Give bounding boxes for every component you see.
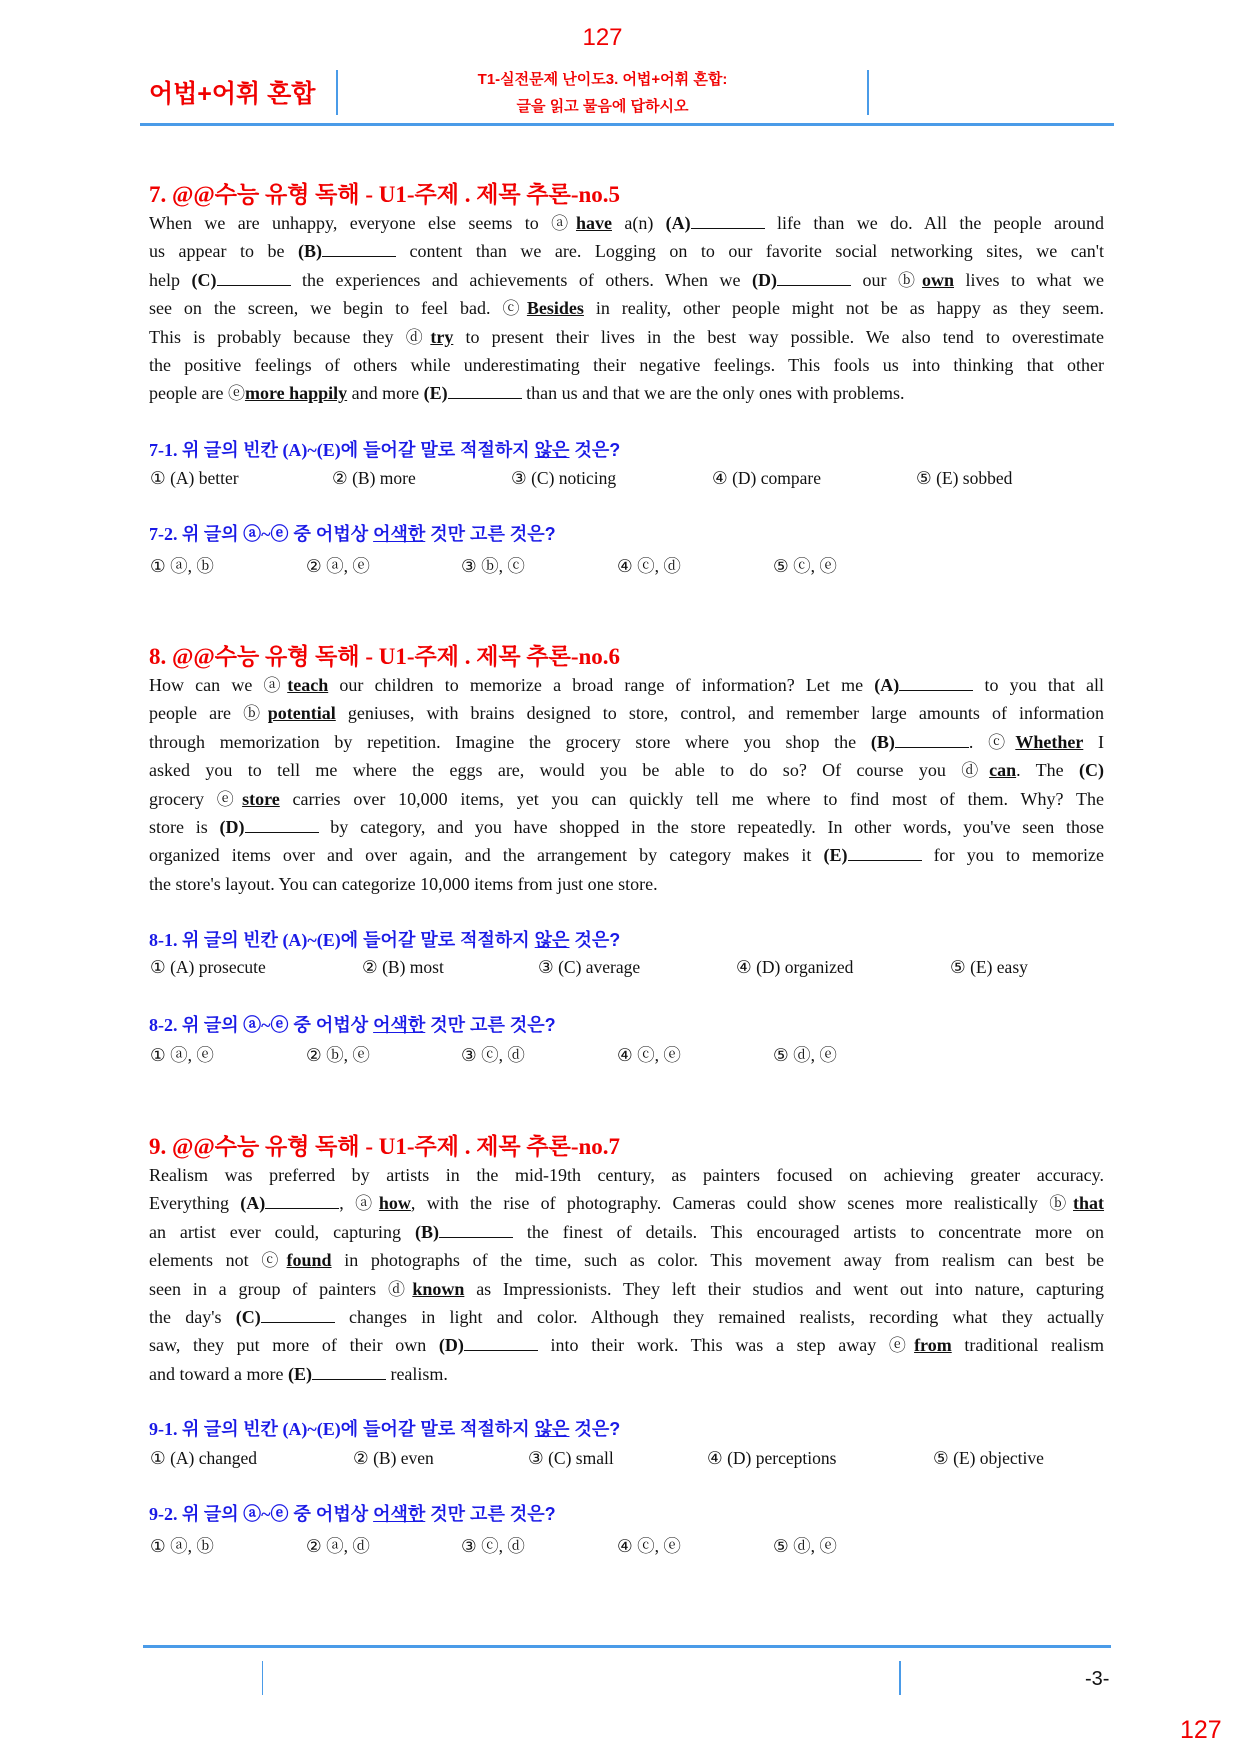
passage-line: [149, 266, 1104, 294]
passage-text: How can we: [149, 675, 264, 695]
passage-text: people are: [149, 703, 244, 724]
passage-line: [149, 728, 1104, 756]
circled-letter-marker: ⓑ: [243, 704, 268, 724]
header-category: 어법+어휘 혼합: [149, 80, 316, 108]
passage-text: This is probably because they: [149, 326, 406, 347]
answer-option-3[interactable]: ③ (C) small: [528, 1448, 614, 1468]
passage-text: changes in light and color. Although they remained realists, recording what they actually: [334, 1306, 1105, 1327]
circled-letter-marker: ⓔ: [216, 789, 243, 809]
question-text: 에 들어갈 말로 적절하지: [340, 1419, 535, 1439]
header-page-number: 127: [582, 24, 623, 51]
passage-line: [149, 1331, 1104, 1359]
answer-blank: [322, 240, 396, 257]
passage-text: a(n): [611, 213, 666, 233]
passage-text: into their work. This was a step away: [537, 1335, 889, 1356]
passage-text: When we are unhappy, everyone else seems to: [149, 213, 552, 233]
question-text: 중 어법상: [288, 1015, 374, 1035]
passage-text: geniuses, with brains designed to store, control, and remember large amounts of information: [335, 703, 1105, 724]
passage-line: [149, 1218, 1104, 1246]
answer-option-3[interactable]: ③ (C) noticing: [511, 468, 617, 488]
passage-text: us appear to be: [149, 241, 298, 262]
passage-text: , with the rise of photography. Cameras could show scenes more realistically: [410, 1193, 1050, 1214]
circled-letter-marker: ⓐ: [263, 676, 288, 695]
answer-option-5[interactable]: ⑤ ⓓ, ⓔ: [773, 1536, 837, 1556]
passage-line: [149, 1246, 1104, 1274]
blank-label: (A): [874, 675, 900, 695]
passage-text: elements not: [149, 1250, 262, 1271]
blank-label: (B): [414, 1221, 439, 1242]
answer-blank: [439, 1221, 513, 1238]
passage-line: [149, 1189, 1104, 1217]
answer-blank: [312, 1363, 386, 1380]
passage-text: see on the screen, we begin to feel bad.: [149, 298, 503, 319]
question-emphasis: 않은: [534, 930, 570, 950]
passage-text: . The: [1016, 760, 1079, 781]
passage-text: ,: [339, 1193, 356, 1214]
passage: [149, 671, 1104, 898]
passage-text: by category, and you have shopped in the store repeatedly. In other words, you've seen those: [318, 816, 1104, 837]
header-divider-left: [336, 70, 338, 115]
underlined-target-word: from: [914, 1335, 952, 1356]
answer-option-1[interactable]: ① (A) prosecute: [150, 957, 266, 977]
footer-page-number: 127: [1180, 1716, 1222, 1744]
underlined-target-word: how: [378, 1193, 411, 1214]
question-emphasis: 않은: [534, 440, 570, 460]
section-title: 9. @@수능 유형 독해 - U1-주제 . 제목 추론-no.7: [149, 1134, 621, 1159]
question-range: (A)~(E): [282, 1419, 341, 1439]
underlined-target-word: have: [575, 213, 612, 233]
passage-text: than us and that we are the only ones with problems.: [521, 383, 905, 404]
answer-option-2[interactable]: ② ⓐ, ⓔ: [306, 556, 370, 576]
underlined-target-word: can: [989, 760, 1017, 781]
question-emphasis: 어색한: [373, 524, 426, 544]
question-emphasis: 어색한: [373, 1504, 426, 1524]
answer-option-4[interactable]: ④ (D) compare: [712, 468, 821, 488]
question-text-end: 것은?: [569, 440, 621, 460]
answer-option-2[interactable]: ② ⓐ, ⓓ: [306, 1536, 370, 1556]
question-range: (A)~(E): [282, 440, 341, 460]
passage-text: lives to what we: [954, 269, 1104, 290]
answer-blank: [217, 269, 291, 286]
header-subtitle-line2: 글을 읽고 물음에 답하시오: [516, 98, 689, 115]
underlined-target-word: more happily: [244, 383, 348, 404]
passage-text: our: [851, 269, 898, 290]
circled-letter-marker: ⓐ: [355, 1194, 379, 1214]
passage-text: traditional realism: [951, 1335, 1104, 1356]
passage-text: the day's: [149, 1306, 236, 1327]
passage-text: an artist ever could, capturing: [149, 1221, 415, 1242]
underlined-target-word: try: [430, 326, 454, 347]
underlined-target-word: found: [286, 1250, 332, 1271]
answer-option-4[interactable]: ④ ⓒ, ⓔ: [617, 1045, 681, 1065]
passage-text: help: [149, 269, 192, 290]
passage-text: the store's layout. You can categorize 10,000 items from just one store.: [149, 873, 658, 894]
passage-text: saw, they put more of their own: [149, 1335, 439, 1356]
blank-label: (C): [191, 269, 217, 290]
answer-option-3[interactable]: ③ (C) average: [538, 957, 641, 977]
question-emphasis: 어색한: [373, 1015, 426, 1035]
passage: [149, 209, 1104, 408]
passage-text: realism.: [385, 1363, 448, 1384]
question-range: ⓐ~ⓔ: [243, 1504, 289, 1524]
passage-line: [149, 870, 1104, 898]
passage-line: [149, 351, 1104, 379]
answer-option-2[interactable]: ② (B) more: [332, 468, 416, 488]
question-emphasis: 않은: [534, 1419, 570, 1439]
answer-option-1[interactable]: ① (A) changed: [150, 1448, 258, 1468]
answer-option-4[interactable]: ④ (D) organized: [736, 957, 854, 977]
question-title: [149, 520, 556, 546]
passage-text: to present their lives in the best way possible. We also tend to overestimate: [453, 326, 1104, 347]
footer-divider-left: [262, 1661, 263, 1695]
answer-option-1[interactable]: ① (A) better: [150, 468, 239, 488]
question-text-end: 것만 고른 것은?: [425, 1504, 556, 1524]
question-number: 7-1. 위 글의 빈칸: [149, 440, 283, 460]
passage-text: content than we are. Logging on to our favorite social networking sites, we can't: [395, 241, 1104, 262]
passage-text: and toward a more: [149, 1363, 288, 1384]
question-text: 중 어법상: [288, 524, 374, 544]
question-title: [149, 1415, 620, 1441]
blank-label: (E): [287, 1363, 312, 1384]
answer-blank: [899, 674, 973, 691]
answer-option-5[interactable]: ⑤ ⓓ, ⓔ: [773, 1045, 837, 1065]
passage-text: for you to memorize: [921, 845, 1104, 866]
passage-text: asked you to tell me where the eggs are, would you be able to do so? Of course you: [149, 760, 962, 781]
blank-label: (B): [297, 241, 322, 262]
question-text-end: 것은?: [569, 930, 621, 950]
question-number: 7-2. 위 글의: [149, 524, 244, 544]
question-number: 9-1. 위 글의 빈칸: [149, 1419, 283, 1439]
answer-option-5[interactable]: ⑤ (E) easy: [950, 957, 1028, 977]
passage-text: in reality, other people might not be as happy as they seem.: [583, 298, 1105, 319]
underlined-target-word: store: [242, 788, 280, 809]
passage-text: organized items over and over again, and the arrangement by category makes it: [149, 845, 824, 866]
answer-blank: [265, 1192, 339, 1209]
blank-label: (A): [665, 213, 691, 233]
passage-line: [149, 294, 1104, 322]
answer-option-4[interactable]: ④ ⓒ, ⓓ: [617, 556, 681, 576]
blank-label: (D): [219, 816, 245, 837]
passage-text: the positive feelings of others while underestimating their negative feelings. This fools us into thinking that other: [149, 354, 1104, 375]
question-title: [149, 926, 620, 952]
answer-option-2[interactable]: ② (B) most: [362, 957, 444, 977]
circled-letter-marker: ⓒ: [502, 299, 527, 319]
answer-option-2[interactable]: ② ⓑ, ⓔ: [306, 1045, 370, 1065]
passage-text: the experiences and achievements of others. When we: [290, 269, 752, 290]
blank-label: (D): [752, 269, 777, 290]
passage-line: [149, 1275, 1104, 1303]
passage-text: life than we do. All the people around: [764, 213, 1104, 233]
circled-letter-marker: ⓐ: [551, 214, 576, 233]
passage-line: [149, 237, 1104, 265]
answer-blank: [464, 1334, 538, 1351]
passage-text: our children to memorize a broad range of information? Let me: [328, 675, 875, 695]
passage-text: and more: [347, 383, 424, 404]
circled-letter-marker: ⓔ: [227, 384, 245, 404]
underlined-target-word: Besides: [526, 298, 584, 319]
question-text-end: 것은?: [569, 1419, 621, 1439]
underlined-target-word: own: [922, 269, 955, 290]
blank-label: (B): [870, 731, 895, 752]
question-text-end: 것만 고른 것은?: [425, 1015, 556, 1035]
header-subtitle-line1: T1-실전문제 난이도3. 어법+어휘 혼합:: [477, 71, 728, 88]
blank-label: (A): [240, 1193, 266, 1214]
answer-option-2[interactable]: ② (B) even: [353, 1448, 434, 1468]
answer-option-3[interactable]: ③ ⓒ, ⓓ: [461, 1536, 525, 1556]
circled-letter-marker: ⓔ: [888, 1336, 915, 1356]
answer-blank: [777, 269, 851, 286]
answer-blank: [448, 382, 522, 399]
answer-blank: [261, 1306, 335, 1323]
question-title: [149, 436, 620, 462]
question-number: 9-2. 위 글의: [149, 1504, 244, 1524]
passage-text: in photographs of the time, such as color. This movement away from realism can best be: [331, 1250, 1104, 1271]
question-title: [149, 1500, 556, 1526]
passage-text: store is: [149, 816, 220, 837]
underlined-target-word: that: [1073, 1193, 1105, 1214]
header-rule: [140, 123, 1114, 126]
passage-line: [149, 841, 1104, 869]
blank-label: (E): [423, 383, 448, 404]
blank-label: (C): [235, 1306, 261, 1327]
answer-blank: [895, 731, 969, 748]
circled-letter-marker: ⓓ: [405, 327, 431, 347]
passage-text: Everything: [149, 1193, 241, 1214]
answer-option-1[interactable]: ① ⓐ, ⓑ: [150, 1536, 214, 1556]
passage-line: [149, 699, 1104, 727]
blank-label: (D): [438, 1335, 464, 1356]
answer-blank: [691, 212, 765, 229]
passage-line: [149, 379, 1104, 407]
footer-rule: [143, 1645, 1111, 1648]
question-title: [149, 1011, 556, 1037]
question-number: 8-1. 위 글의 빈칸: [149, 930, 283, 950]
underlined-target-word: teach: [287, 675, 329, 695]
question-range: (A)~(E): [282, 930, 341, 950]
circled-letter-marker: ⓒ: [988, 732, 1016, 752]
answer-option-5[interactable]: ⑤ ⓒ, ⓔ: [773, 556, 837, 576]
passage-text: through memorization by repetition. Imagine the grocery store where you shop the: [149, 731, 871, 752]
passage-text: Realism was preferred by artists in the mid-19th century, as painters focused on achieving greater accuracy.: [149, 1165, 1104, 1185]
answer-option-4[interactable]: ④ ⓒ, ⓔ: [617, 1536, 681, 1556]
passage-text: to you that all: [973, 675, 1104, 695]
answer-option-3[interactable]: ③ ⓑ, ⓒ: [461, 556, 525, 576]
circled-letter-marker: ⓓ: [961, 761, 990, 781]
passage-line: [149, 323, 1104, 351]
passage-line: [149, 1360, 1104, 1388]
footer-divider-right: [899, 1661, 901, 1695]
underlined-target-word: potential: [267, 703, 336, 724]
blank-label: (C): [1079, 760, 1104, 781]
question-text: 중 어법상: [288, 1504, 374, 1524]
passage-text: I: [1083, 731, 1105, 752]
passage-line: [149, 1161, 1104, 1189]
question-number: 8-2. 위 글의: [149, 1015, 244, 1035]
question-range: ⓐ~ⓔ: [243, 524, 289, 544]
answer-option-5[interactable]: ⑤ (E) objective: [933, 1448, 1044, 1468]
passage-text: people are: [149, 383, 228, 404]
underlined-target-word: Whether: [1015, 731, 1084, 752]
passage-line: [149, 813, 1104, 841]
answer-option-4[interactable]: ④ (D) perceptions: [707, 1448, 837, 1468]
footer-page-label: -3-: [1085, 1668, 1110, 1690]
blank-label: (E): [823, 845, 848, 866]
section-title: 7. @@수능 유형 독해 - U1-주제 . 제목 추론-no.5: [149, 182, 621, 207]
question-text-end: 것만 고른 것은?: [425, 524, 556, 544]
passage-text: carries over 10,000 items, yet you can quickly tell me where to find most of them. Why? The: [279, 788, 1104, 809]
question-text: 에 들어갈 말로 적절하지: [340, 440, 535, 460]
circled-letter-marker: ⓑ: [1049, 1194, 1074, 1214]
passage-line: [149, 785, 1104, 813]
section-title: 8. @@수능 유형 독해 - U1-주제 . 제목 추론-no.6: [149, 644, 621, 669]
passage-text: as Impressionists. They left their studios and went out into nature, capturing: [464, 1278, 1104, 1299]
answer-option-1[interactable]: ① ⓐ, ⓑ: [150, 556, 214, 576]
answer-option-5[interactable]: ⑤ (E) sobbed: [916, 468, 1013, 488]
circled-letter-marker: ⓑ: [898, 270, 922, 290]
circled-letter-marker: ⓒ: [261, 1251, 287, 1271]
passage-line: [149, 671, 1104, 699]
answer-blank: [245, 816, 319, 833]
passage-line: [149, 209, 1104, 237]
header-divider-right: [867, 70, 869, 115]
passage: [149, 1161, 1104, 1388]
passage-text: grocery: [149, 788, 217, 809]
answer-option-1[interactable]: ① ⓐ, ⓔ: [150, 1045, 214, 1065]
question-range: ⓐ~ⓔ: [243, 1015, 289, 1035]
circled-letter-marker: ⓓ: [387, 1279, 413, 1299]
passage-text: .: [968, 731, 989, 752]
passage-line: [149, 756, 1104, 784]
underlined-target-word: known: [412, 1278, 465, 1299]
answer-blank: [848, 844, 922, 861]
passage-line: [149, 1303, 1104, 1331]
question-text: 에 들어갈 말로 적절하지: [340, 930, 535, 950]
passage-text: seen in a group of painters: [149, 1278, 388, 1299]
answer-option-3[interactable]: ③ ⓒ, ⓓ: [461, 1045, 525, 1065]
passage-text: the finest of details. This encouraged artists to concentrate more on: [512, 1221, 1104, 1242]
